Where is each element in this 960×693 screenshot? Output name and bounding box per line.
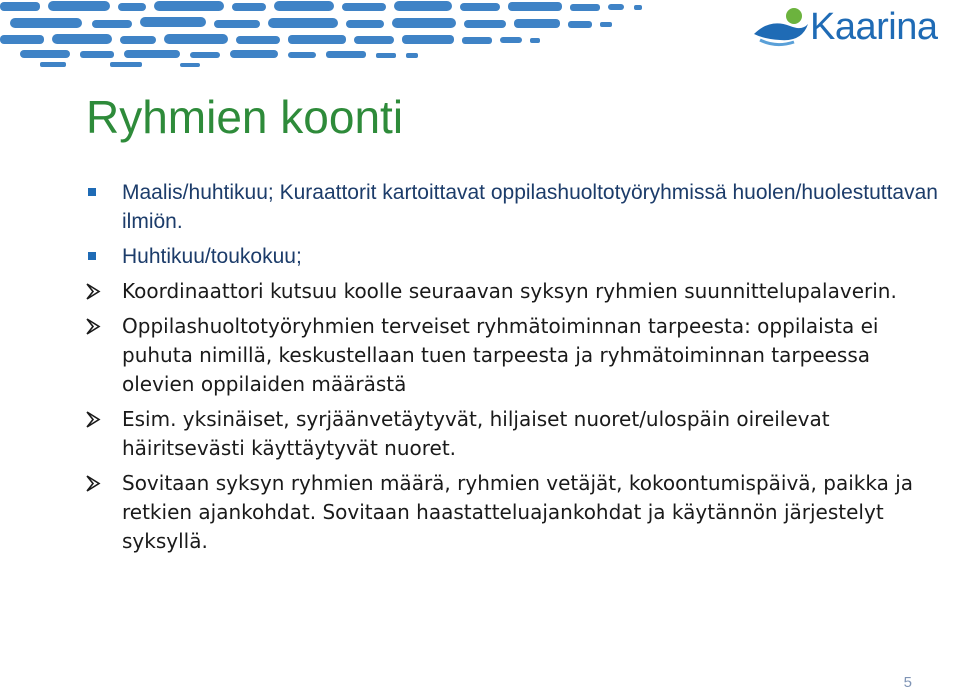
arrow-bullet-icon bbox=[84, 469, 104, 498]
kaarina-logo bbox=[750, 4, 960, 50]
square-bullet-icon bbox=[84, 178, 104, 207]
list-item-text: Esim. yksinäiset, syrjäänvetäytyvät, hiljaiset nuoret/ulospäin oireilevat häiritsevästi käyttäytyvät nuoret. bbox=[122, 407, 830, 460]
arrow-bullet-icon bbox=[84, 277, 104, 306]
bullet-list bbox=[122, 178, 942, 556]
arrow-bullet-icon bbox=[84, 405, 104, 434]
square-bullet-icon bbox=[84, 242, 104, 271]
logo-text: Kaarina bbox=[810, 6, 938, 48]
slide-title: Ryhmien koonti bbox=[86, 91, 404, 143]
list-item-text: Sovitaan syksyn ryhmien määrä, ryhmien vetäjät, kokoontumispäivä, paikka ja retkien ajankohdat. Sovitaan haastatteluajankohdat ja käytännön järjestelyt syksyllä. bbox=[122, 471, 914, 553]
list-item-text: Maalis/huhtikuu; Kuraattorit kartoittavat oppilashuoltotyöryhmissä huolen/huolestuttavan ilmiön. bbox=[122, 181, 938, 233]
list-item-text: Huhtikuu/toukokuu; bbox=[122, 245, 302, 268]
list-item bbox=[122, 178, 942, 236]
list-item-text: Oppilashuoltotyöryhmien terveiset ryhmätoiminnan tarpeesta: oppilaista ei puhuta nimillä, keskustellaan tuen tarpeesta ja ryhmätoiminnan tarpeessa olevien oppilaiden määrästä bbox=[122, 314, 879, 396]
list-item bbox=[122, 469, 942, 556]
list-item bbox=[122, 405, 942, 463]
page-number: 5 bbox=[903, 674, 912, 691]
list-item bbox=[122, 312, 942, 399]
list-item bbox=[122, 242, 942, 271]
kaarina-logo-emblem-icon bbox=[750, 4, 810, 50]
list-item-text: Koordinaattori kutsuu koolle seuraavan syksyn ryhmien suunnittelupalaverin. bbox=[122, 279, 897, 303]
arrow-bullet-icon bbox=[84, 312, 104, 341]
list-item bbox=[122, 277, 942, 306]
